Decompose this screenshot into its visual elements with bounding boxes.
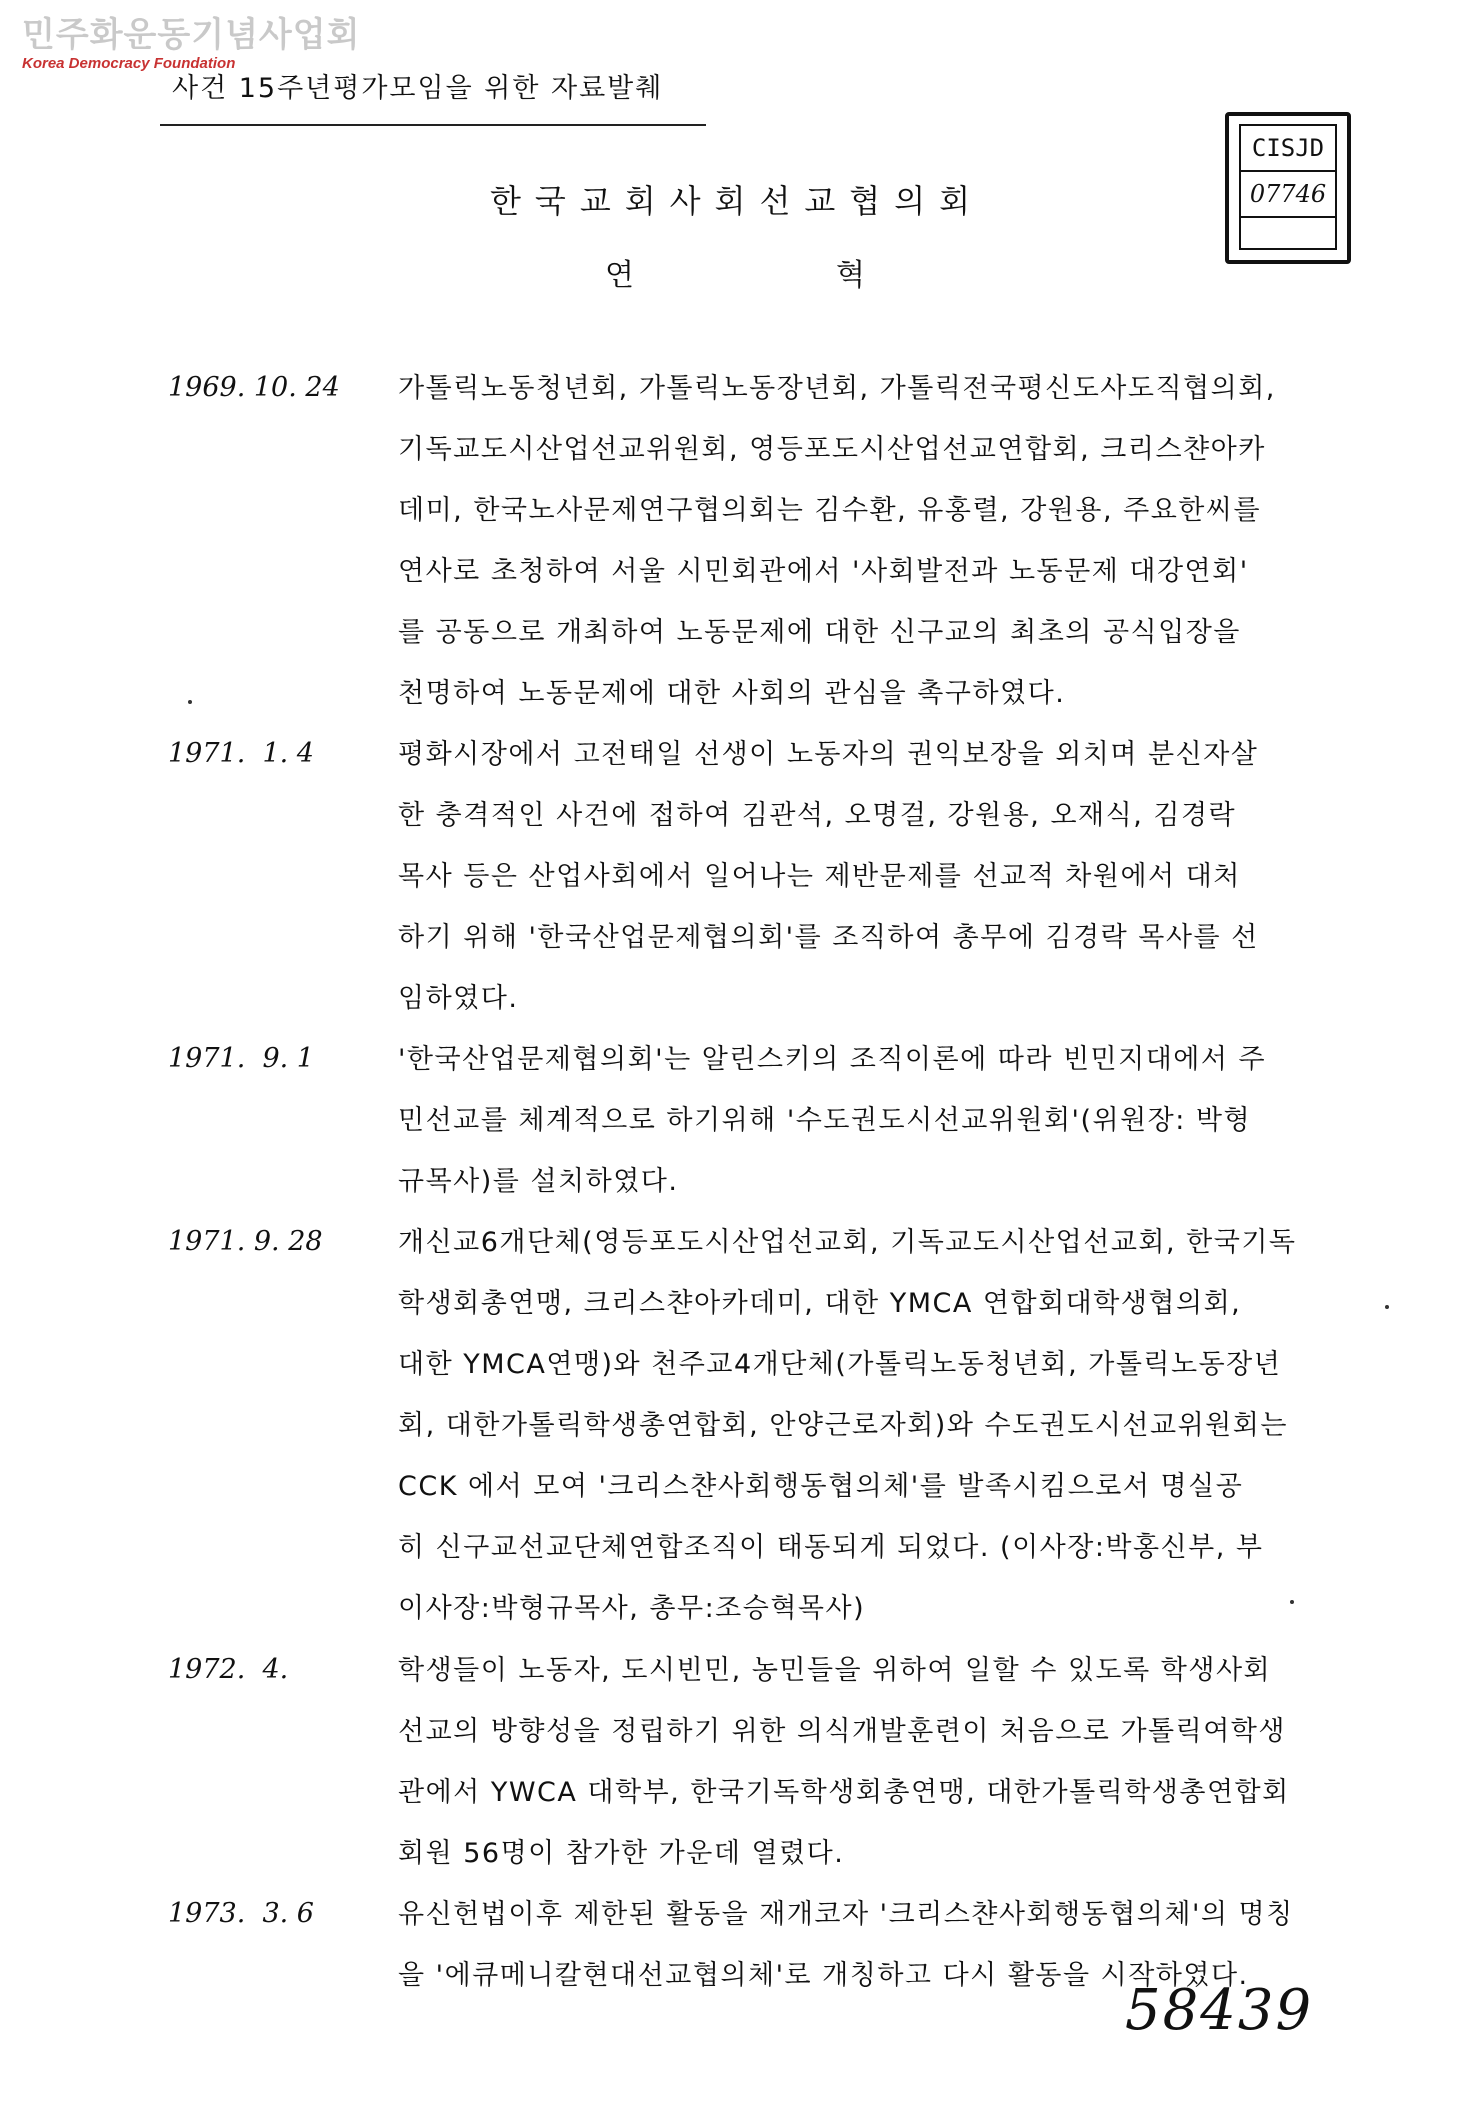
entry-line: 회, 대한가톨릭학생총연합회, 안양근로자회)와 수도권도시선교위원회는 xyxy=(398,1410,1288,1441)
entry-date: 1972. 4. xyxy=(168,1654,289,1685)
scan-speck xyxy=(188,700,192,704)
entry-line: 한 충격적인 사건에 접하여 김관석, 오명걸, 강원용, 오재식, 김경락 xyxy=(398,800,1237,831)
header-underline xyxy=(160,124,706,126)
entry-line: 학생회총연맹, 크리스챤아카데미, 대한 YMCA 연합회대학생협의회, xyxy=(398,1288,1242,1319)
subtitle-char: 혁 xyxy=(836,258,865,293)
entry-text xyxy=(398,1043,1408,1226)
entry-date: 1971. 9. 1 xyxy=(168,1043,314,1074)
entry-line: 기독교도시산업선교위원회, 영등포도시산업선교연합회, 크리스챤아카 xyxy=(398,434,1266,465)
entry-line: 히 신구교선교단체연합조직이 태동되게 되었다. (이사장:박홍신부, 부 xyxy=(398,1532,1264,1563)
entry-date: 1973. 3. 6 xyxy=(168,1898,314,1929)
entry-line: CCK 에서 모여 '크리스챤사회행동협의체'를 발족시킴으로서 명실공 xyxy=(398,1471,1244,1502)
entry-line: 임하였다. xyxy=(398,983,519,1014)
entry-line: 관에서 YWCA 대학부, 한국기독학생회총연맹, 대한가톨릭학생총연합회 xyxy=(398,1777,1290,1808)
entry-line: 이사장:박형규목사, 총무:조승혁목사) xyxy=(398,1593,866,1624)
handwritten-page-number: 58439 xyxy=(1125,1978,1314,2043)
watermark-logo xyxy=(22,15,361,72)
entry-line: 회원 56명이 참가한 가운데 열렸다. xyxy=(398,1838,845,1869)
archive-stamp xyxy=(1225,112,1351,264)
entry-line: 를 공동으로 개최하여 노동문제에 대한 신구교의 최초의 공식입장을 xyxy=(398,617,1241,648)
watermark-english: Korea Democracy Foundation xyxy=(22,55,236,72)
scan-speck xyxy=(1290,1600,1294,1604)
entry-line: 을 '에큐메니칼현대선교협의체'로 개칭하고 다시 활동을 시작하였다. xyxy=(398,1960,1249,1991)
entry-line: 가톨릭노동청년회, 가톨릭노동장년회, 가톨릭전국평신도사도직협의회, xyxy=(398,373,1276,404)
entry-line: 규목사)를 설치하였다. xyxy=(398,1166,679,1197)
entry-line: 개신교6개단체(영등포도시산업선교회, 기독교도시산업선교회, 한국기독 xyxy=(398,1227,1297,1258)
subtitle-char: 연 xyxy=(605,258,634,293)
document-subtitle xyxy=(605,250,865,294)
entry-date: 1971. 9. 28 xyxy=(168,1226,323,1257)
entry-line: 목사 등은 산업사회에서 일어나는 제반문제를 선교적 차원에서 대처 xyxy=(398,861,1241,892)
stamp-number: 07746 xyxy=(1241,172,1335,218)
entry-line: 천명하여 노동문제에 대한 사회의 관심을 촉구하였다. xyxy=(398,678,1066,709)
document-title: 한국교회사회선교협의회 xyxy=(490,182,985,220)
entry-line: 하기 위해 '한국산업문제협의회'를 조직하여 총무에 김경락 목사를 선 xyxy=(398,922,1259,953)
entry-line: 대한 YMCA연맹)와 천주교4개단체(가톨릭노동청년회, 가톨릭노동장년 xyxy=(398,1349,1282,1380)
entry-text xyxy=(398,372,1408,738)
entry-line: 평화시장에서 고전태일 선생이 노동자의 권익보장을 외치며 분신자살 xyxy=(398,739,1259,770)
stamp-code: CISJD xyxy=(1241,126,1335,172)
entry-line: 선교의 방향성을 정립하기 위한 의식개발훈련이 처음으로 가톨릭여학생 xyxy=(398,1716,1286,1747)
entry-line: 데미, 한국노사문제연구협의회는 김수환, 유홍렬, 강원용, 주요한씨를 xyxy=(398,495,1262,526)
entry-date: 1971. 1. 4 xyxy=(168,738,314,769)
entry-text xyxy=(398,738,1408,1043)
watermark-korean: 민주화운동기념사업회 xyxy=(22,15,361,55)
entry-line: 연사로 초청하여 서울 시민회관에서 '사회발전과 노동문제 대강연회' xyxy=(398,556,1249,587)
entry-line: 민선교를 체계적으로 하기위해 '수도권도시선교위원회'(위원장: 박형 xyxy=(398,1105,1252,1136)
entry-line: '한국산업문제협의회'는 알린스키의 조직이론에 따라 빈민지대에서 주 xyxy=(398,1044,1267,1075)
entry-line: 유신헌법이후 제한된 활동을 재개코자 '크리스챤사회행동협의체'의 명칭 xyxy=(398,1899,1294,1930)
entry-text xyxy=(398,1226,1408,1653)
entry-date: 1969. 10. 24 xyxy=(168,372,340,403)
entry-line: 학생들이 노동자, 도시빈민, 농민들을 위하여 일할 수 있도록 학생사회 xyxy=(398,1655,1272,1686)
entry-text xyxy=(398,1654,1408,1898)
header-note: 사건 15주년평가모임을 위한 자료발췌 xyxy=(172,73,664,104)
scan-speck xyxy=(1385,1305,1389,1309)
stamp-blank xyxy=(1241,218,1335,262)
